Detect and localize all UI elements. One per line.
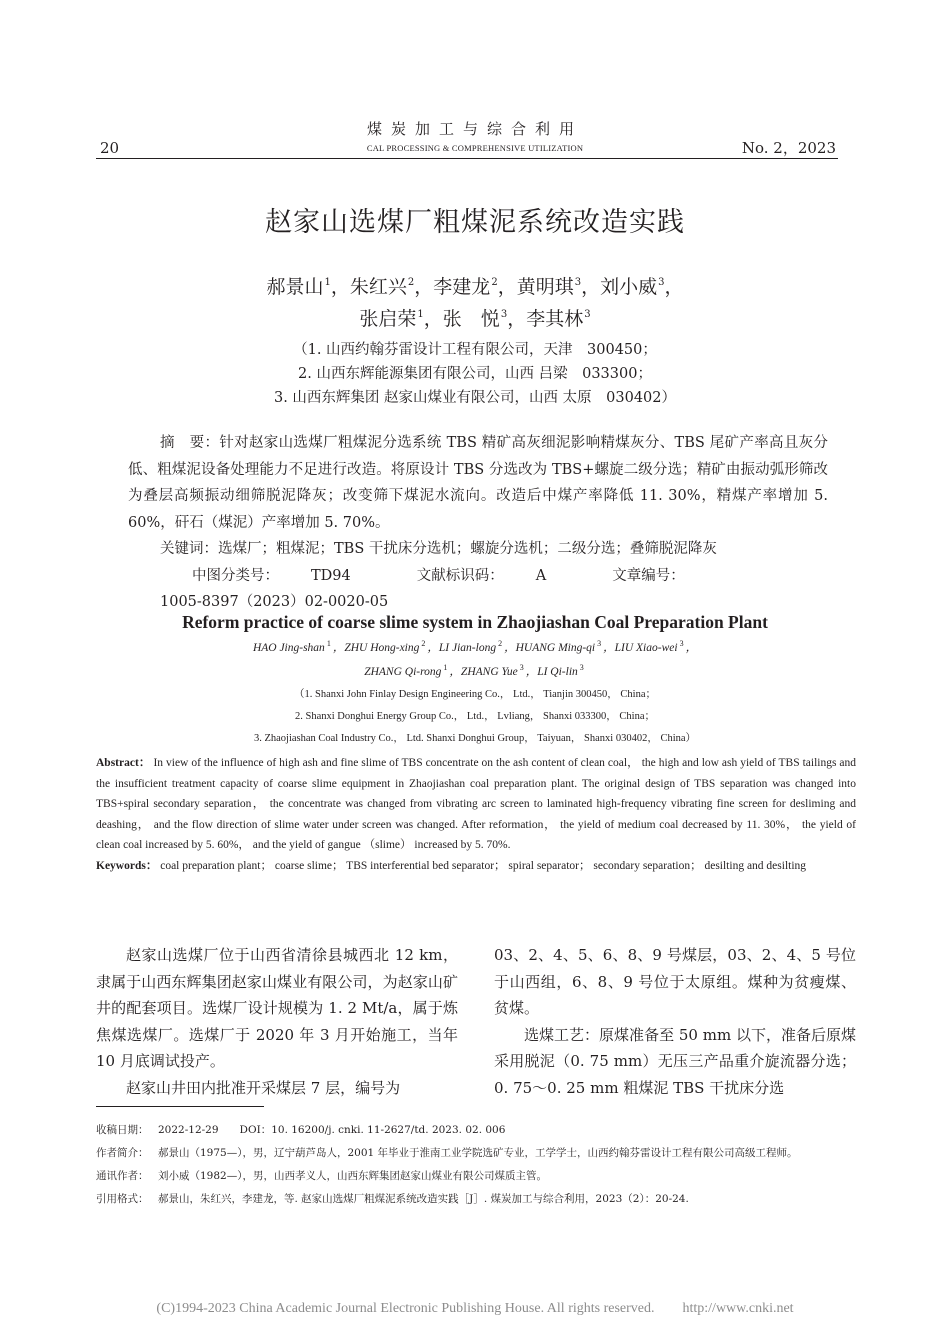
issue-number: No. 2，2023 [741, 139, 836, 157]
author-affiliation-mark: 3 [500, 309, 508, 320]
article-no-value: 1005-8397（2023）02-0020-05 [160, 594, 389, 610]
author-name: LIU Xiao-wei [614, 642, 678, 654]
keywords-cn-label: 关键词： [160, 541, 218, 557]
abstract-cn-body [128, 430, 828, 536]
author-affiliation-mark: 1 [326, 639, 331, 648]
author-name: 朱红兴 [349, 276, 407, 298]
abstract-en-body [96, 753, 856, 856]
author-affiliation-mark: 3 [579, 663, 584, 672]
author-separator: ， [414, 276, 434, 298]
abstract-en-label: Abstract： [96, 757, 151, 769]
author-name: HUANG Ming-qi [515, 642, 596, 654]
author-separator: ， [427, 642, 439, 654]
affiliation-en-1: （1. Shanxi John Finlay Design Engineering Co.， Ltd.， Tianjin 300450， China； [294, 689, 656, 700]
abstract-cn-label: 摘 要： [160, 435, 220, 451]
footnote-citation [96, 1190, 856, 1209]
author-separator: ， [525, 666, 538, 678]
author-separator: ， [603, 642, 615, 654]
author-affiliation-mark: 3 [584, 309, 591, 320]
footnote-label: 通讯作者： [96, 1170, 149, 1182]
authors-cn-line1 [0, 272, 950, 299]
author-affiliation-mark: 3 [574, 277, 582, 288]
author-name: ZHU Hong-xing [344, 642, 420, 654]
footnote-label: 作者简介： [96, 1147, 149, 1159]
author-separator: ， [423, 308, 443, 330]
footnote-text: 2022-12-29 DOI：10. 16200/j. cnki. 11-2627/td. 2023. 02. 006 [158, 1124, 506, 1136]
paper-title-en: Reform practice of coarse slime system in Zhaojiashan Coal Preparation Plant [182, 612, 768, 632]
author-name: ZHANG Qi-rong [364, 666, 442, 678]
author-affiliation-mark: 2 [407, 277, 415, 288]
affiliation-en-3: 3. Zhaojiashan Coal Industry Co.， Ltd. Shanxi Donghui Group， Taiyuan， Shanxi 030402， China） [253, 733, 697, 744]
body-paragraph: 赵家山井田内批准开采煤层 7 层，编号为 [126, 1078, 401, 1097]
author-affiliation-mark: 2 [421, 639, 426, 648]
clc-label: 中图分类号： [192, 567, 279, 584]
authors-en-line2 [0, 663, 950, 679]
author-affiliation-mark: 2 [498, 639, 503, 648]
article-no-label: 文章编号： [612, 567, 685, 584]
footnote-corresponding [96, 1167, 856, 1186]
footnotes [96, 1121, 856, 1209]
author-affiliation-mark: 1 [417, 309, 424, 320]
journal-title-en: CAL PROCESSING & COMPREHENSIVE UTILIZATION [366, 143, 584, 153]
author-separator: ， [664, 276, 684, 298]
author-affiliation-mark: 3 [658, 277, 665, 288]
author-name: LI Qi-lin [537, 666, 578, 678]
authors-cn-line2 [0, 304, 950, 331]
author-separator: ， [497, 276, 517, 298]
author-separator: ， [332, 642, 345, 654]
author-affiliation-mark: 2 [491, 277, 498, 288]
author-name: 张启荣 [359, 308, 417, 330]
abstract-en-text: In view of the influence of high ash and fine slime of TBS concentrate on the ash content of clean coal， the high and low ash yield of TBS tailings and the insufficient treatment capacity of coarse slime equipment in Zhaojiashan coal preparation plant. The original design of TBS separation was changed into TBS+spiral secondary separation， the concentrate was changed from vibrating arc screen to laminated high-frequency vibrating fine screen for desliming and deashing， and the flow direction of slime water under screen was changed. After reformation， the yield of medium coal decreased by 11. 30%， the yield of clean coal increased by 5. 60%， and the yield of gangue （slime） increased by 5. 70%. [96, 757, 857, 851]
author-affiliation-mark: 3 [679, 639, 684, 648]
author-name: HAO Jing-shan [252, 642, 325, 654]
footnote-text: 郝景山，朱红兴，李建龙，等. 赵家山选煤厂粗煤泥系统改造实践［J］. 煤炭加工与综合利用，2023（2）：20-24. [158, 1193, 689, 1205]
doc-code-label: 文献标识码： [416, 567, 504, 584]
abstract-en [96, 753, 856, 876]
footnote-label: 收稿日期： [96, 1124, 149, 1136]
author-name: 李其林 [526, 308, 584, 330]
author-separator: ， [581, 276, 601, 298]
author-name: 刘小威 [600, 276, 658, 298]
header-rule [96, 158, 838, 159]
paper-title-cn: 赵家山选煤厂粗煤泥系统改造实践 [265, 207, 685, 238]
keywords-en [96, 856, 856, 877]
author-name: ZHANG Yue [460, 666, 518, 678]
author-affiliation-mark: 1 [443, 663, 448, 672]
author-affiliation-mark: 3 [519, 663, 524, 672]
body-paragraph: 03、2、4、5、6、8、9 号煤层，03、2、4、5 号位于山西组，6、8、9 号位于太原组。煤种为贫瘦煤、贫煤。 [494, 946, 856, 1017]
author-separator: ， [685, 642, 698, 654]
footnote-author-bio [96, 1144, 856, 1163]
author-separator: ， [507, 308, 527, 330]
classification-line [128, 563, 828, 616]
journal-title-cn: 煤炭加工与综合利用 [366, 120, 583, 138]
body-left-column [96, 942, 458, 1101]
author-name: LI Jian-long [438, 642, 497, 654]
page-number: 20 [100, 139, 120, 157]
author-name: 张 悦 [442, 308, 500, 330]
author-affiliation-mark: 1 [324, 277, 331, 288]
body-right-column [494, 942, 856, 1101]
abstract-cn-text: 针对赵家山选煤厂粗煤泥分选系统 TBS 精矿高灰细泥影响精煤灰分、TBS 尾矿产率高且灰分低、粗煤泥设备处理能力不足进行改造。将原设计 TBS 分选改为 TBS+螺旋二级分选；精矿由振动弧形筛改为叠层高频振动细筛脱泥降灰；改变筛下煤泥水流向。改造后中煤产率降低 11. 30%，精煤产率增加 5. 60%，矸石（煤泥）产率增加 5. 70%。 [128, 435, 828, 531]
author-name: 李建龙 [433, 276, 491, 298]
authors-en-line1 [0, 639, 950, 655]
affiliation-cn-2: 2. 山西东辉能源集团有限公司，山西 吕梁 033300； [298, 366, 652, 382]
keywords-en-label: Keywords： [96, 859, 158, 872]
copyright-notice: (C)1994-2023 China Academic Journal Electronic Publishing House. All rights reserved. http://www.cnki.net [156, 1301, 794, 1316]
body-paragraph: 选煤工艺：原煤准备至 50 mm 以下，准备后原煤采用脱泥（0. 75 mm）无压三产品重介旋流器分选；0. 75～0. 25 mm 粗煤泥 TBS 干扰床分选 [494, 1025, 856, 1097]
author-name: 郝景山 [266, 276, 324, 298]
author-affiliation-mark: 3 [597, 639, 602, 648]
author-name: 黄明琪 [516, 276, 574, 298]
keywords-cn-text: 选煤厂；粗煤泥；TBS 干扰床分选机；螺旋分选机；二级分选；叠筛脱泥降灰 [218, 541, 717, 557]
body-paragraph: 赵家山选煤厂位于山西省清徐县城西北 12 km，隶属于山西东辉集团赵家山煤业有限公司，为赵家山矿井的配套项目。选煤厂设计规模为 1. 2 Mt/a，属于炼焦煤选煤厂。选煤厂于 2020 年 3 月开始施工，当年 10 月底调试投产。 [96, 946, 458, 1070]
keywords-cn [128, 536, 828, 563]
affiliation-cn-3: 3. 山西东辉集团 赵家山煤业有限公司，山西 太原 030402） [273, 390, 676, 406]
footnote-text: 郝景山（1975—），男，辽宁葫芦岛人，2001 年毕业于淮南工业学院选矿专业，工学学士，山西约翰芬雷设计工程有限公司高级工程师。 [158, 1147, 798, 1159]
footnote-received [96, 1121, 856, 1140]
affiliation-cn-1: （1. 山西约翰芬雷设计工程有限公司，天津 300450； [293, 342, 657, 358]
doc-code-value: A [535, 567, 547, 584]
author-separator: ， [504, 642, 516, 654]
author-separator: ， [330, 276, 350, 298]
affiliation-en-2: 2. Shanxi Donghui Energy Group Co.， Ltd.， Lvliang， Shanxi 033300， China； [295, 711, 655, 722]
abstract-cn [128, 430, 828, 616]
footnote-text: 刘小威（1982—），男，山西孝义人，山西东辉集团赵家山煤业有限公司煤质主管。 [158, 1170, 547, 1182]
footnote-label: 引用格式： [96, 1193, 149, 1205]
author-separator: ， [449, 666, 461, 678]
keywords-en-text: coal preparation plant； coarse slime； TBS interferential bed separator； spiral separator； secondary separation； desilting and desilting [160, 859, 807, 872]
clc-value: TD94 [311, 567, 351, 584]
footnote-rule [96, 1106, 264, 1107]
